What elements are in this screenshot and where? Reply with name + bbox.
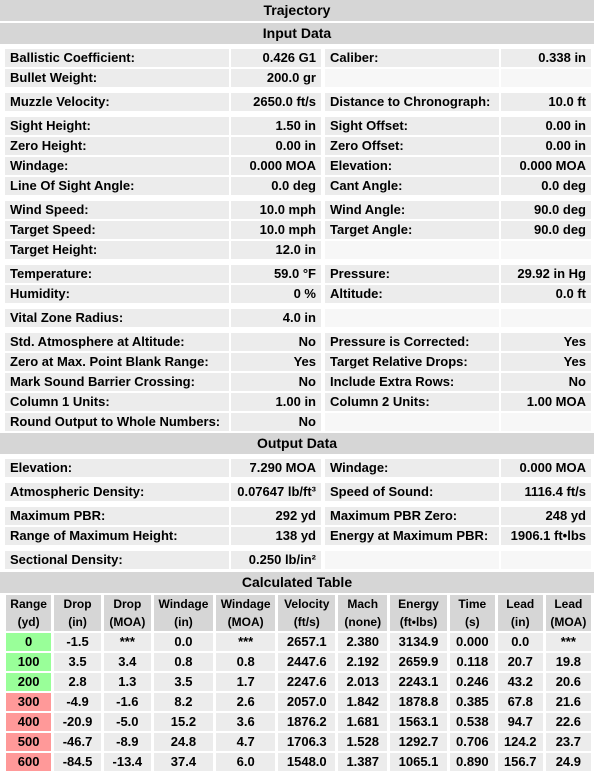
column-header-unit: (MOA)	[109, 615, 146, 629]
table-cell: ***	[104, 633, 151, 651]
table-cell: 1548.0	[278, 753, 335, 771]
table-cell: 0.0	[154, 633, 213, 651]
round-output-to-whole-numbers-label: Round Output to Whole Numbers:	[5, 413, 229, 431]
column-header-range-yd	[6, 595, 51, 631]
table-cell: 22.6	[546, 713, 591, 731]
empty-label	[325, 69, 499, 87]
wind-angle-value: 90.0 deg	[501, 201, 591, 219]
column-header-name: Windage	[220, 597, 271, 611]
table-cell: 1.387	[338, 753, 387, 771]
page-title: Trajectory	[0, 0, 594, 23]
vital-zone-radius-value: 4.0 in	[231, 309, 321, 327]
table-row	[6, 693, 591, 711]
column-header-name: Drop	[113, 597, 142, 611]
column-header-name: Windage	[158, 597, 209, 611]
data-row	[0, 117, 594, 135]
column-header-unit: (MOA)	[227, 615, 264, 629]
ballistic-coefficient-label: Ballistic Coefficient:	[5, 49, 229, 67]
elevation-label: Elevation:	[325, 157, 499, 175]
table-cell: 2447.6	[278, 653, 335, 671]
atmospheric-density-label: Atmospheric Density:	[5, 483, 229, 501]
column-1-units-label: Column 1 Units:	[5, 393, 229, 411]
data-row	[0, 551, 594, 569]
table-cell: 0.000	[450, 633, 495, 651]
caliber-value: 0.338 in	[501, 49, 591, 67]
column-2-units-label: Column 2 Units:	[325, 393, 499, 411]
table-cell: 43.2	[498, 673, 543, 691]
zero-offset-label: Zero Offset:	[325, 137, 499, 155]
wind-speed-label: Wind Speed:	[5, 201, 229, 219]
table-cell: 6.0	[216, 753, 275, 771]
table-cell: 0.890	[450, 753, 495, 771]
column-header-unit: (in)	[68, 615, 87, 629]
table-row	[6, 673, 591, 691]
table-cell: 0.385	[450, 693, 495, 711]
data-row	[0, 353, 594, 371]
data-row	[0, 241, 594, 259]
cant-angle-label: Cant Angle:	[325, 177, 499, 195]
table-cell: 1876.2	[278, 713, 335, 731]
pressure-is-corrected-label: Pressure is Corrected:	[325, 333, 499, 351]
column-2-units-value: 1.00 MOA	[501, 393, 591, 411]
table-cell: 2.380	[338, 633, 387, 651]
std-atmosphere-at-altitude-label: Std. Atmosphere at Altitude:	[5, 333, 229, 351]
empty-value	[501, 241, 591, 259]
std-atmosphere-at-altitude-value: No	[231, 333, 321, 351]
empty-label	[325, 413, 499, 431]
mark-sound-barrier-crossing-value: No	[231, 373, 321, 391]
table-cell: 24.8	[154, 733, 213, 751]
column-header-unit: (in)	[510, 615, 530, 629]
output-data-section	[0, 459, 594, 569]
column-header-unit: (ft•lbs)	[399, 615, 438, 629]
column-header-unit: (yd)	[17, 615, 40, 629]
output-data-header: Output Data	[0, 433, 594, 456]
column-header-unit: (s)	[464, 615, 480, 629]
sight-height-value: 1.50 in	[231, 117, 321, 135]
table-cell: 2.192	[338, 653, 387, 671]
ballistic-coefficient-value: 0.426 G1	[231, 49, 321, 67]
temperature-label: Temperature:	[5, 265, 229, 283]
line-of-sight-angle-value: 0.0 deg	[231, 177, 321, 195]
data-row	[0, 507, 594, 525]
data-row	[0, 49, 594, 67]
zero-at-max-point-blank-range-label: Zero at Max. Point Blank Range:	[5, 353, 229, 371]
table-cell: 1.842	[338, 693, 387, 711]
table-cell: 0.118	[450, 653, 495, 671]
table-row	[6, 633, 591, 651]
energy-at-maximum-pbr-label: Energy at Maximum PBR:	[325, 527, 499, 545]
calculated-table	[3, 593, 594, 773]
table-cell: 1065.1	[390, 753, 447, 771]
table-cell: 15.2	[154, 713, 213, 731]
table-cell: 0.538	[450, 713, 495, 731]
table-cell: 1563.1	[390, 713, 447, 731]
target-speed-label: Target Speed:	[5, 221, 229, 239]
target-relative-drops-label: Target Relative Drops:	[325, 353, 499, 371]
table-cell: 24.9	[546, 753, 591, 771]
column-header-name: Mach	[347, 597, 379, 611]
column-header-lead-moa	[546, 595, 591, 631]
maximum-pbr-zero-label: Maximum PBR Zero:	[325, 507, 499, 525]
column-header-unit: (in)	[174, 615, 193, 629]
column-header-drop-in	[54, 595, 101, 631]
table-cell: 2.8	[54, 673, 101, 691]
range-cell: 400	[6, 713, 51, 731]
table-header-row	[6, 595, 591, 631]
table-cell: 8.2	[154, 693, 213, 711]
column-header-name: Lead	[506, 597, 535, 611]
data-row	[0, 413, 594, 431]
data-row	[0, 221, 594, 239]
target-height-value: 12.0 in	[231, 241, 321, 259]
column-header-mach-none	[338, 595, 387, 631]
table-cell: 94.7	[498, 713, 543, 731]
table-row	[6, 753, 591, 771]
maximum-pbr-zero-value: 248 yd	[501, 507, 591, 525]
table-cell: 1706.3	[278, 733, 335, 751]
table-cell: 2243.1	[390, 673, 447, 691]
sight-offset-value: 0.00 in	[501, 117, 591, 135]
elevation-value: 0.000 MOA	[501, 157, 591, 175]
target-angle-value: 90.0 deg	[501, 221, 591, 239]
data-row	[0, 373, 594, 391]
windage-value: 0.000 MOA	[501, 459, 591, 477]
table-cell: 2057.0	[278, 693, 335, 711]
table-cell: -84.5	[54, 753, 101, 771]
table-cell: 2657.1	[278, 633, 335, 651]
table-cell: 2247.6	[278, 673, 335, 691]
column-header-unit: (none)	[344, 615, 382, 629]
table-cell: 67.8	[498, 693, 543, 711]
empty-label	[325, 241, 499, 259]
column-header-unit: (ft/s)	[293, 615, 320, 629]
column-header-velocity-ft-s	[278, 595, 335, 631]
table-cell: 19.8	[546, 653, 591, 671]
table-cell: 2.6	[216, 693, 275, 711]
data-row	[0, 309, 594, 327]
elevation-value: 7.290 MOA	[231, 459, 321, 477]
target-relative-drops-value: Yes	[501, 353, 591, 371]
table-cell: 3.5	[54, 653, 101, 671]
zero-height-label: Zero Height:	[5, 137, 229, 155]
vital-zone-radius-label: Vital Zone Radius:	[5, 309, 229, 327]
column-header-energy-ft-lbs	[390, 595, 447, 631]
table-cell: 124.2	[498, 733, 543, 751]
table-cell: 3.4	[104, 653, 151, 671]
maximum-pbr-label: Maximum PBR:	[5, 507, 229, 525]
temperature-value: 59.0 °F	[231, 265, 321, 283]
table-cell: -8.9	[104, 733, 151, 751]
zero-offset-value: 0.00 in	[501, 137, 591, 155]
mark-sound-barrier-crossing-label: Mark Sound Barrier Crossing:	[5, 373, 229, 391]
table-cell: 0.0	[498, 633, 543, 651]
data-row	[0, 93, 594, 111]
range-cell: 300	[6, 693, 51, 711]
table-cell: -4.9	[54, 693, 101, 711]
sectional-density-value: 0.250 lb/in²	[231, 551, 321, 569]
maximum-pbr-value: 292 yd	[231, 507, 321, 525]
column-header-drop-moa	[104, 595, 151, 631]
input-data-section	[0, 49, 594, 431]
energy-at-maximum-pbr-value: 1906.1 ft•lbs	[501, 527, 591, 545]
range-cell: 200	[6, 673, 51, 691]
target-speed-value: 10.0 mph	[231, 221, 321, 239]
table-cell: 1.7	[216, 673, 275, 691]
table-row	[6, 653, 591, 671]
table-cell: 21.6	[546, 693, 591, 711]
table-cell: -13.4	[104, 753, 151, 771]
pressure-is-corrected-value: Yes	[501, 333, 591, 351]
column-header-windage-moa	[216, 595, 275, 631]
table-cell: 23.7	[546, 733, 591, 751]
table-cell: 1.681	[338, 713, 387, 731]
column-header-name: Range	[10, 597, 47, 611]
include-extra-rows-value: No	[501, 373, 591, 391]
windage-label: Windage:	[325, 459, 499, 477]
empty-value	[501, 309, 591, 327]
table-cell: -20.9	[54, 713, 101, 731]
column-header-name: Drop	[63, 597, 92, 611]
empty-value	[501, 551, 591, 569]
round-output-to-whole-numbers-value: No	[231, 413, 321, 431]
speed-of-sound-value: 1116.4 ft/s	[501, 483, 591, 501]
column-header-windage-in	[154, 595, 213, 631]
pressure-value: 29.92 in Hg	[501, 265, 591, 283]
data-row	[0, 333, 594, 351]
table-cell: 4.7	[216, 733, 275, 751]
empty-label	[325, 551, 499, 569]
data-row	[0, 157, 594, 175]
line-of-sight-angle-label: Line Of Sight Angle:	[5, 177, 229, 195]
target-height-label: Target Height:	[5, 241, 229, 259]
column-1-units-value: 1.00 in	[231, 393, 321, 411]
data-row	[0, 483, 594, 501]
column-header-name: Time	[458, 597, 487, 611]
sectional-density-label: Sectional Density:	[5, 551, 229, 569]
altitude-value: 0.0 ft	[501, 285, 591, 303]
table-cell: 1878.8	[390, 693, 447, 711]
table-cell: -5.0	[104, 713, 151, 731]
pressure-label: Pressure:	[325, 265, 499, 283]
humidity-label: Humidity:	[5, 285, 229, 303]
input-data-header: Input Data	[0, 23, 594, 46]
sight-offset-label: Sight Offset:	[325, 117, 499, 135]
table-cell: -46.7	[54, 733, 101, 751]
data-row	[0, 69, 594, 87]
zero-height-value: 0.00 in	[231, 137, 321, 155]
column-header-unit: (MOA)	[550, 615, 587, 629]
column-header-lead-in	[498, 595, 543, 631]
table-cell: 2659.9	[390, 653, 447, 671]
column-header-name: Velocity	[284, 597, 330, 611]
data-row	[0, 265, 594, 283]
table-cell: 3.5	[154, 673, 213, 691]
range-cell: 100	[6, 653, 51, 671]
muzzle-velocity-label: Muzzle Velocity:	[5, 93, 229, 111]
data-row	[0, 285, 594, 303]
wind-angle-label: Wind Angle:	[325, 201, 499, 219]
range-cell: 600	[6, 753, 51, 771]
altitude-label: Altitude:	[325, 285, 499, 303]
table-cell: 156.7	[498, 753, 543, 771]
empty-value	[501, 413, 591, 431]
elevation-label: Elevation:	[5, 459, 229, 477]
table-cell: 1.3	[104, 673, 151, 691]
table-cell: 0.246	[450, 673, 495, 691]
sight-height-label: Sight Height:	[5, 117, 229, 135]
zero-at-max-point-blank-range-value: Yes	[231, 353, 321, 371]
column-header-name: Energy	[398, 597, 439, 611]
windage-value: 0.000 MOA	[231, 157, 321, 175]
table-cell: 37.4	[154, 753, 213, 771]
table-cell: -1.6	[104, 693, 151, 711]
empty-label	[325, 309, 499, 327]
table-cell: 20.7	[498, 653, 543, 671]
humidity-value: 0 %	[231, 285, 321, 303]
distance-to-chronograph-value: 10.0 ft	[501, 93, 591, 111]
windage-label: Windage:	[5, 157, 229, 175]
table-cell: ***	[216, 633, 275, 651]
table-cell: 3134.9	[390, 633, 447, 651]
caliber-label: Caliber:	[325, 49, 499, 67]
table-row	[6, 733, 591, 751]
calculated-table-header: Calculated Table	[0, 572, 594, 593]
range-of-maximum-height-label: Range of Maximum Height:	[5, 527, 229, 545]
speed-of-sound-label: Speed of Sound:	[325, 483, 499, 501]
muzzle-velocity-value: 2650.0 ft/s	[231, 93, 321, 111]
data-row	[0, 177, 594, 195]
range-cell: 0	[6, 633, 51, 651]
bullet-weight-value: 200.0 gr	[231, 69, 321, 87]
table-cell: 1.528	[338, 733, 387, 751]
cant-angle-value: 0.0 deg	[501, 177, 591, 195]
data-row	[0, 459, 594, 477]
data-row	[0, 137, 594, 155]
data-row	[0, 527, 594, 545]
table-cell: 20.6	[546, 673, 591, 691]
table-cell: -1.5	[54, 633, 101, 651]
table-cell: 0.8	[154, 653, 213, 671]
atmospheric-density-value: 0.07647 lb/ft³	[231, 483, 321, 501]
include-extra-rows-label: Include Extra Rows:	[325, 373, 499, 391]
column-header-name: Lead	[554, 597, 583, 611]
table-cell: 1292.7	[390, 733, 447, 751]
table-cell: 2.013	[338, 673, 387, 691]
range-of-maximum-height-value: 138 yd	[231, 527, 321, 545]
table-cell: ***	[546, 633, 591, 651]
range-cell: 500	[6, 733, 51, 751]
data-row	[0, 201, 594, 219]
table-cell: 3.6	[216, 713, 275, 731]
empty-value	[501, 69, 591, 87]
table-cell: 0.8	[216, 653, 275, 671]
wind-speed-value: 10.0 mph	[231, 201, 321, 219]
bullet-weight-label: Bullet Weight:	[5, 69, 229, 87]
table-row	[6, 713, 591, 731]
column-header-time-s	[450, 595, 495, 631]
table-cell: 0.706	[450, 733, 495, 751]
target-angle-label: Target Angle:	[325, 221, 499, 239]
data-row	[0, 393, 594, 411]
distance-to-chronograph-label: Distance to Chronograph:	[325, 93, 499, 111]
